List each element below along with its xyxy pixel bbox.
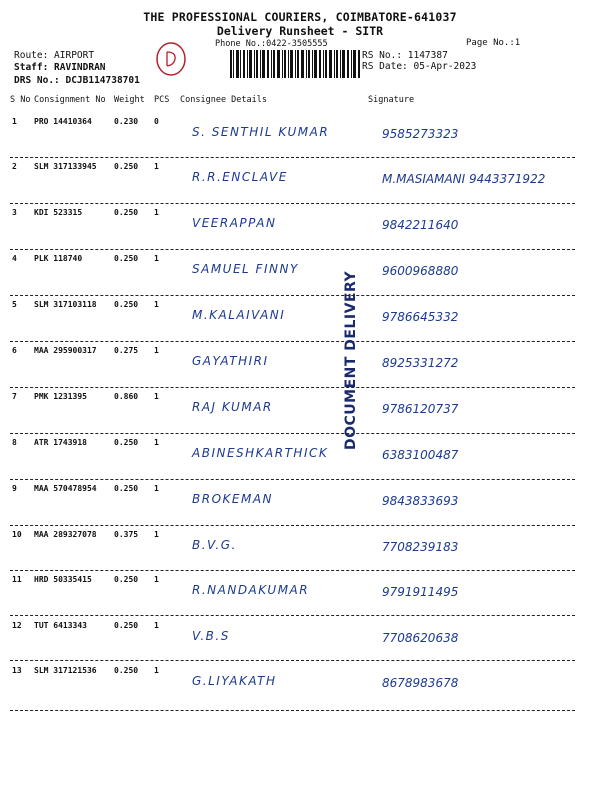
rs-number: RS No.: 1147387 xyxy=(362,50,448,61)
column-header-consignee: Consignee Details xyxy=(180,95,267,105)
row-pcs: 1 xyxy=(154,484,159,493)
row-consignment-no: HRD 50335415 xyxy=(34,575,92,584)
row-separator xyxy=(10,570,575,571)
row-signature-handwritten: 6383100487 xyxy=(382,448,459,462)
row-sno: 7 xyxy=(12,392,17,401)
row-pcs: 1 xyxy=(154,162,159,171)
row-consignment-no: SLM 317103118 xyxy=(34,300,97,309)
row-pcs: 1 xyxy=(154,438,159,447)
row-signature-handwritten: 7708239183 xyxy=(382,540,459,554)
row-pcs: 1 xyxy=(154,621,159,630)
phone-number: Phone No.:0422-3505555 xyxy=(215,39,328,49)
row-consignment-no: MAA 289327078 xyxy=(34,530,97,539)
row-consignment-no: PLK 118740 xyxy=(34,254,83,263)
row-sno: 1 xyxy=(12,117,17,126)
row-consignee-handwritten: R.R.ENCLAVE xyxy=(192,170,288,184)
row-consignment-no: SLM 317133945 xyxy=(34,162,97,171)
row-sno: 6 xyxy=(12,346,17,355)
row-consignment-no: PMK 1231395 xyxy=(34,392,87,401)
row-consignee-handwritten: GAYATHIRI xyxy=(192,354,269,368)
row-consignee-handwritten: B.V.G. xyxy=(192,538,237,552)
row-weight: 0.250 xyxy=(114,254,139,263)
staff-label: Staff: RAVINDRAN xyxy=(14,62,106,73)
row-signature-handwritten: 9786645332 xyxy=(382,310,459,324)
row-sno: 8 xyxy=(12,438,17,447)
row-weight: 0.250 xyxy=(114,438,139,447)
row-pcs: 1 xyxy=(154,254,159,263)
row-separator xyxy=(10,295,575,296)
row-signature-handwritten: 9842211640 xyxy=(382,218,459,232)
row-separator xyxy=(10,710,575,711)
row-sno: 3 xyxy=(12,208,17,217)
row-pcs: 1 xyxy=(154,300,159,309)
row-consignment-no: MAA 570478954 xyxy=(34,484,97,493)
row-pcs: 1 xyxy=(154,666,159,675)
row-consignee-handwritten: ABINESHKARTHICK xyxy=(192,446,329,460)
row-separator xyxy=(10,660,575,661)
row-signature-handwritten: 9600968880 xyxy=(382,264,459,278)
row-separator xyxy=(10,615,575,616)
row-sno: 12 xyxy=(12,621,22,630)
row-separator xyxy=(10,433,575,434)
row-sno: 4 xyxy=(12,254,17,263)
row-weight: 0.250 xyxy=(114,621,139,630)
document-delivery-stamp: DOCUMENT DELIVERY xyxy=(343,270,359,450)
barcode xyxy=(230,50,360,78)
rs-date: RS Date: 05-Apr-2023 xyxy=(362,61,477,72)
row-separator xyxy=(10,203,575,204)
document-title: THE PROFESSIONAL COURIERS, COIMBATORE-641037 xyxy=(143,10,457,24)
row-pcs: 1 xyxy=(154,530,159,539)
row-sno: 13 xyxy=(12,666,22,675)
row-consignee-handwritten: R.NANDAKUMAR xyxy=(192,583,310,597)
row-separator xyxy=(10,525,575,526)
row-weight: 0.250 xyxy=(114,575,139,584)
drs-number: DRS No.: DCJB114738701 xyxy=(14,75,140,86)
row-weight: 0.250 xyxy=(114,666,139,675)
row-consignee-handwritten: SAMUEL FINNY xyxy=(192,262,299,276)
column-header-weight: Weight xyxy=(114,95,145,105)
row-sno: 5 xyxy=(12,300,17,309)
row-consignee-handwritten: G.LIYAKATH xyxy=(192,674,277,688)
page-number: Page No.:1 xyxy=(466,38,521,48)
row-separator xyxy=(10,249,575,250)
row-pcs: 1 xyxy=(154,208,159,217)
row-consignee-handwritten: VEERAPPAN xyxy=(192,216,277,230)
column-header-signature: Signature xyxy=(368,95,415,105)
row-sno: 2 xyxy=(12,162,17,171)
row-consignment-no: SLM 317121536 xyxy=(34,666,97,675)
row-signature-handwritten: 9791911495 xyxy=(382,585,459,599)
row-consignee-handwritten: M.KALAIVANI xyxy=(192,308,286,322)
handwritten-circle-mark xyxy=(154,40,188,78)
row-sno: 11 xyxy=(12,575,22,584)
row-weight: 0.860 xyxy=(114,392,139,401)
row-consignee-handwritten: V.B.S xyxy=(192,629,230,643)
row-signature-handwritten: 9585273323 xyxy=(382,127,459,141)
row-consignment-no: KDI 523315 xyxy=(34,208,83,217)
row-consignee-handwritten: BROKEMAN xyxy=(192,492,274,506)
row-separator xyxy=(10,387,575,388)
row-signature-handwritten: 9786120737 xyxy=(382,402,459,416)
row-signature-handwritten: 8678983678 xyxy=(382,676,459,690)
row-pcs: 1 xyxy=(154,392,159,401)
row-consignment-no: MAA 295900317 xyxy=(34,346,97,355)
row-separator xyxy=(10,341,575,342)
row-signature-handwritten: 7708620638 xyxy=(382,631,459,645)
route-label: Route: AIRPORT xyxy=(14,50,95,61)
row-sno: 9 xyxy=(12,484,17,493)
row-pcs: 1 xyxy=(154,575,159,584)
column-header-consignment: Consignment No xyxy=(34,95,106,105)
row-consignment-no: PRO 14410364 xyxy=(34,117,92,126)
row-pcs: 1 xyxy=(154,346,159,355)
row-weight: 0.275 xyxy=(114,346,139,355)
row-separator xyxy=(10,479,575,480)
row-signature-handwritten: 9843833693 xyxy=(382,494,459,508)
row-consignment-no: ATR 1743918 xyxy=(34,438,87,447)
row-weight: 0.250 xyxy=(114,484,139,493)
row-signature-handwritten: M.MASIAMANI 9443371922 xyxy=(382,172,546,186)
runsheet-subtitle: Delivery Runsheet - SITR xyxy=(216,24,384,38)
row-signature-handwritten: 8925331272 xyxy=(382,356,459,370)
row-consignee-handwritten: S. SENTHIL KUMAR xyxy=(192,125,330,139)
row-separator xyxy=(10,157,575,158)
row-weight: 0.250 xyxy=(114,300,139,309)
row-consignee-handwritten: RAJ KUMAR xyxy=(192,400,273,414)
row-sno: 10 xyxy=(12,530,22,539)
column-header-pcs: PCS xyxy=(154,95,170,105)
row-weight: 0.230 xyxy=(114,117,139,126)
row-pcs: 0 xyxy=(154,117,159,126)
column-header-sno: S No xyxy=(10,95,31,105)
row-consignment-no: TUT 6413343 xyxy=(34,621,87,630)
row-weight: 0.375 xyxy=(114,530,139,539)
row-weight: 0.250 xyxy=(114,208,139,217)
row-weight: 0.250 xyxy=(114,162,139,171)
